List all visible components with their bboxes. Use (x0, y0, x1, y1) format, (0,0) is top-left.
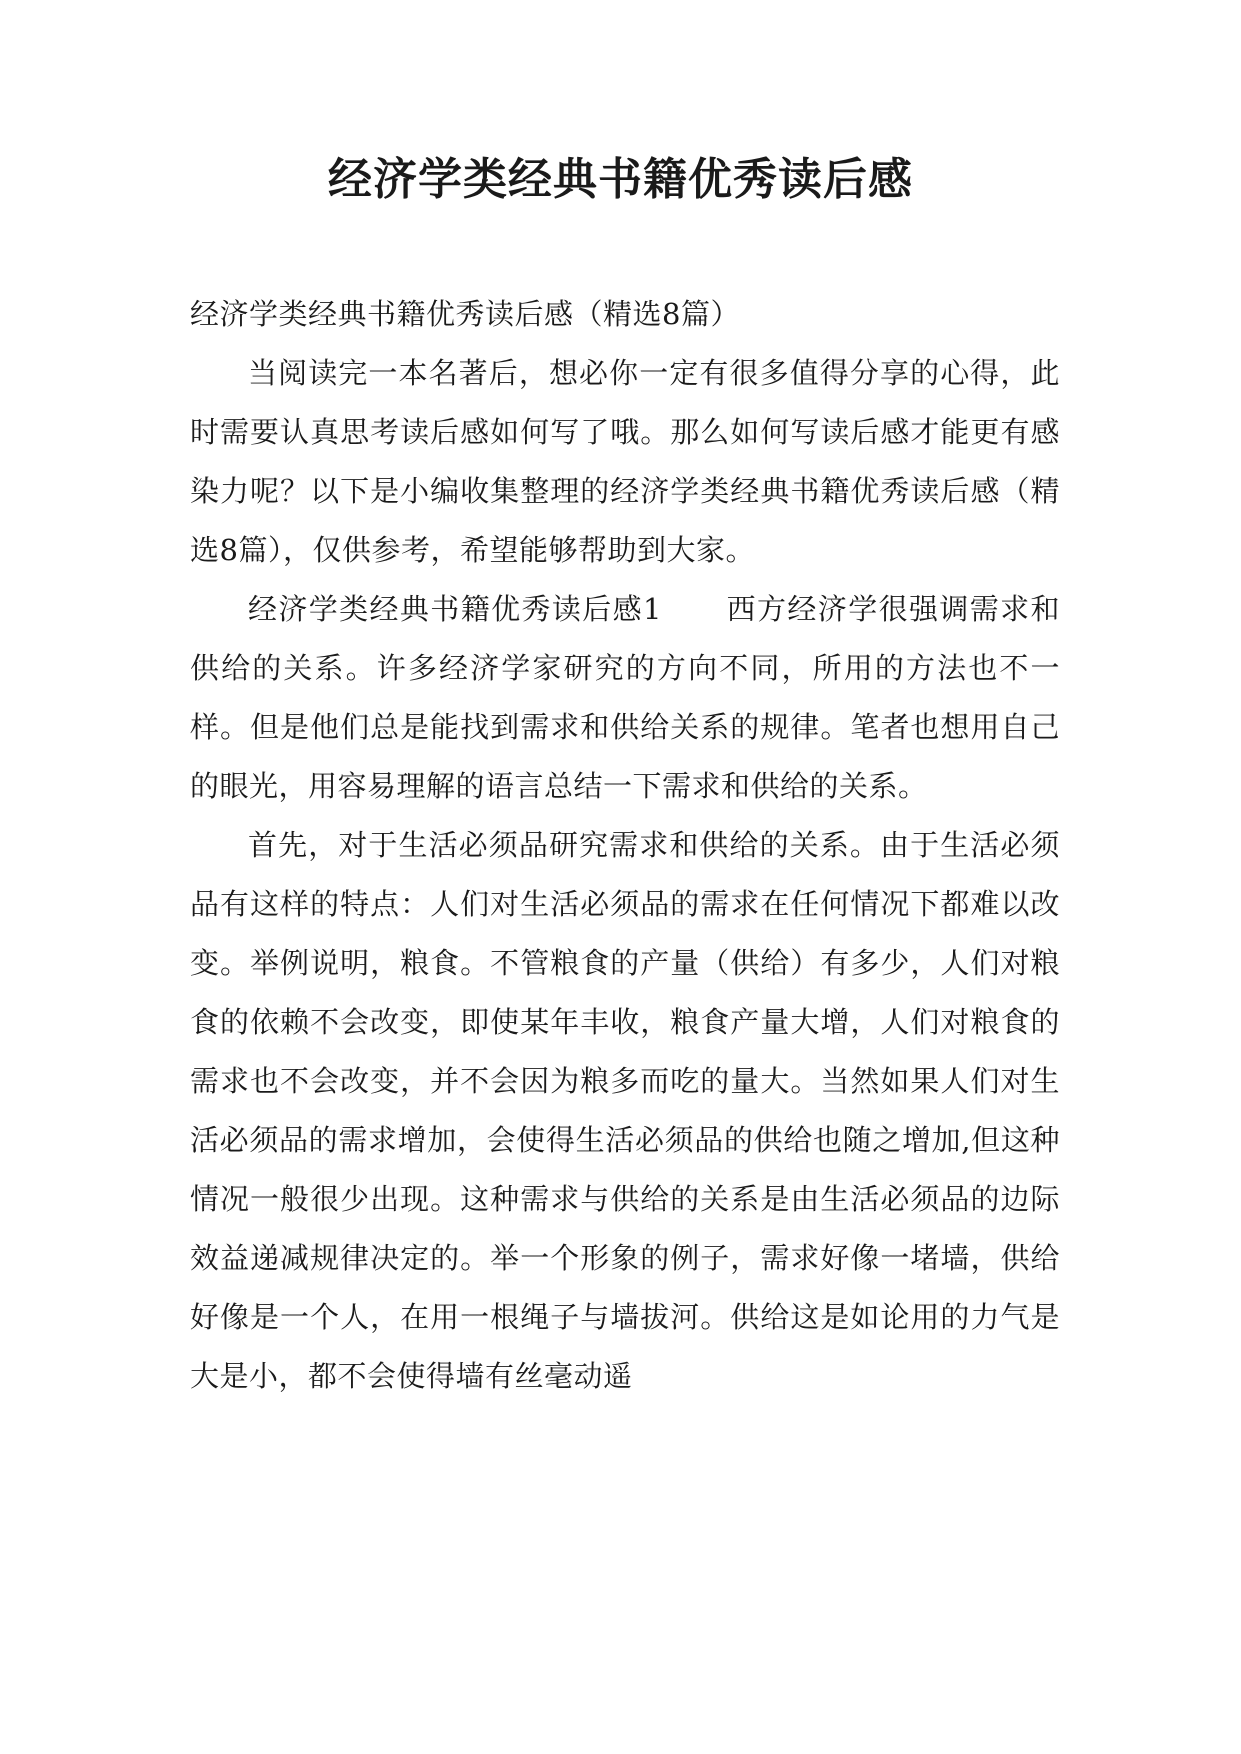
document-title: 经济学类经典书籍优秀读后感 (328, 154, 913, 205)
section-1-paragraph-2: 首先，对于生活必须品研究需求和供给的关系。由于生活必须品有这样的特点：人们对生活必须品的需求在任何情况下都难以改变。举例说明，粮食。不管粮食的产量（供给）有多少，人们对粮食的依赖不会改变，即使某年丰收，粮食产量大增，人们对粮食的需求也不会改变，并不会因为粮多而吃的量大。当然如果人们对生活必须品的需求增加，会使得生活必须品的供给也随之增加,但这种情况一般很少出现。这种需求与供给的关系是由生活必须品的边际效益递减规律决定的。举一个形象的例子，需求好像一堵墙，供给好像是一个人，在用一根绳子与墙拔河。供给这是如论用的力气是大是小，都不会使得墙有丝毫动遥 (190, 828, 1060, 1393)
section-1-heading: 经济学类经典书籍优秀读后感1 (248, 592, 662, 626)
document-body (190, 285, 1060, 1406)
section-1-text: 西方经济学很强调需求和供给的关系。许多经济学家研究的方向不同，所用的方法也不一样。但是他们总是能找到需求和供给关系的规律。笔者也想用自己的眼光，用容易理解的语言总结一下需求和供给的关系。 (190, 592, 1060, 803)
intro-paragraph: 当阅读完一本名著后，想必你一定有很多值得分享的心得，此时需要认真思考读后感如何写了哦。那么如何写读后感才能更有感染力呢？以下是小编收集整理的经济学类经典书籍优秀读后感（精选8篇），仅供参考，希望能够帮助到大家。 (190, 356, 1060, 567)
section-1-paragraph (190, 580, 1060, 816)
document-subtitle: 经济学类经典书籍优秀读后感（精选8篇） (190, 297, 740, 331)
